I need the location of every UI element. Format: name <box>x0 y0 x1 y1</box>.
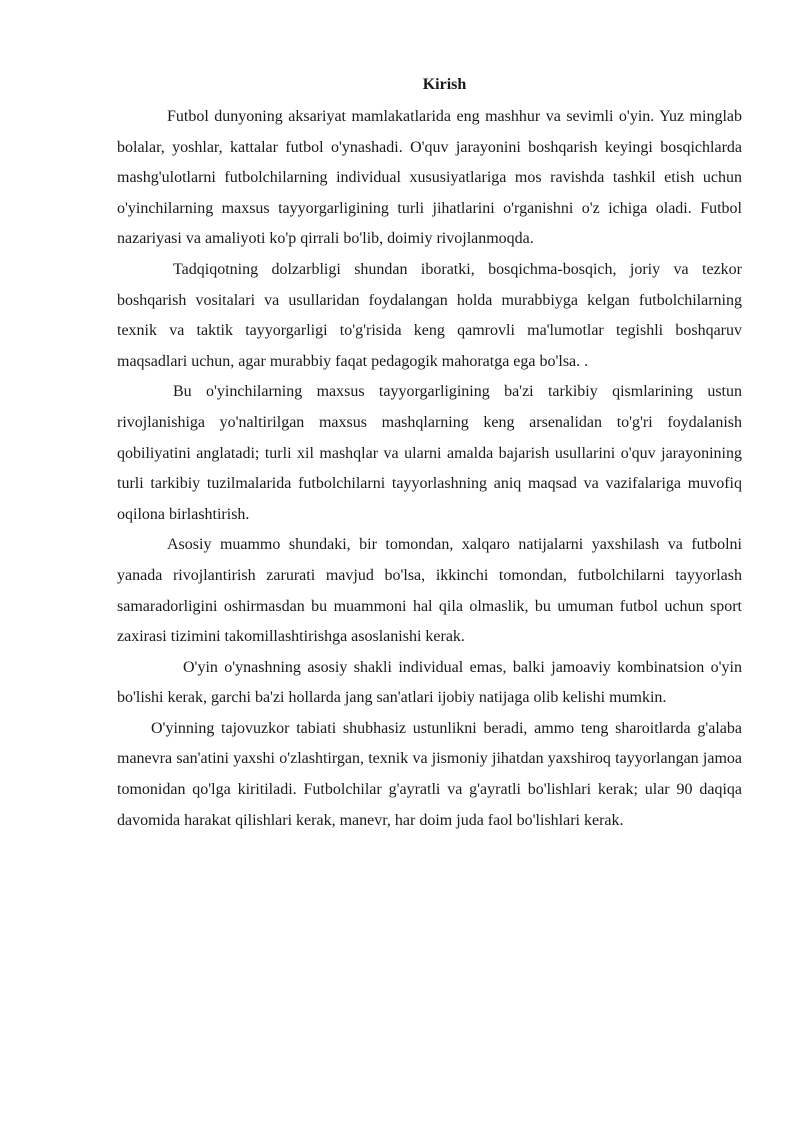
paragraph-4: Asosiy muammo shundaki, bir tomondan, xalqaro natijalarni yaxshilash va futbolni yanada rivojlantirish zarurati mavjud bo'lsa, ikkinchi tomondan, futbolchilarni tayyorlash samaradorligini oshirmasdan bu muammoni hal qila olmaslik, bu umuman futbol uchun sport zaxirasi tizimini takomillashtirishga asoslanishi kerak. <box>117 536 742 646</box>
document-body <box>117 72 742 836</box>
document-title: Kirish <box>422 76 467 93</box>
paragraph-2: Tadqiqotning dolzarbligi shundan iboratki, bosqichma-bosqich, joriy va tezkor boshqarish vositalari va usullaridan foydalangan holda murabbiyga kelgan futbolchilarning texnik va taktik tayyorgarligi to'g'risida keng qamrovli ma'lumotlar tegishli boshqaruv maqsadlari uchun, agar murabbiy faqat pedagogik mahoratga ega bo'lsa. . <box>117 260 742 370</box>
paragraph-6: O'yinning tajovuzkor tabiati shubhasiz ustunlikni beradi, ammo teng sharoitlarda g'alaba manevra san'atini yaxshi o'zlashtirgan, texnik va jismoniy jihatdan yaxshiroq tayyorlangan jamoa tomonidan qo'lga kiritiladi. Futbolchilar g'ayratli va g'ayratli bo'lishlari kerak; ular 90 daqiqa davomida harakat qilishlari kerak, manevr, har doim juda faol bo'lishlari kerak. <box>117 719 742 829</box>
paragraph-3: Bu o'yinchilarning maxsus tayyorgarligining ba'zi tarkibiy qismlarining ustun rivojlanishiga yo'naltirilgan maxsus mashqlarning keng arsenalidan to'g'ri foydalanish qobiliyatini anglatadi; turli xil mashqlar va ularni amalda bajarish usullarini o'quv jarayonining turli tarkibiy tuzilmalarida futbolchilarni tayyorlashning aniq maqsad va vazifalariga muvofiq oqilona birlashtirish. <box>117 383 742 523</box>
paragraph-1: Futbol dunyoning aksariyat mamlakatlarida eng mashhur va sevimli o'yin. Yuz minglab bolalar, yoshlar, kattalar futbol o'ynashadi. O'quv jarayonini boshqarish keyingi bosqichlarda mashg'ulotlarni futbolchilarning individual xususiyatlariga mos ravishda tashkil etish uchun o'yinchilarning maxsus tayyorgarligining turli jihatlarini o'rganishni o'z ichiga oladi. Futbol nazariyasi va amaliyoti ko'p qirrali bo'lib, doimiy rivojlanmoqda. <box>117 108 742 248</box>
paragraph-5: O'yin o'ynashning asosiy shakli individual emas, balki jamoaviy kombinatsion o'yin bo'lishi kerak, garchi ba'zi hollarda jang san'atlari ijobiy natijaga olib kelishi mumkin. <box>117 658 742 707</box>
